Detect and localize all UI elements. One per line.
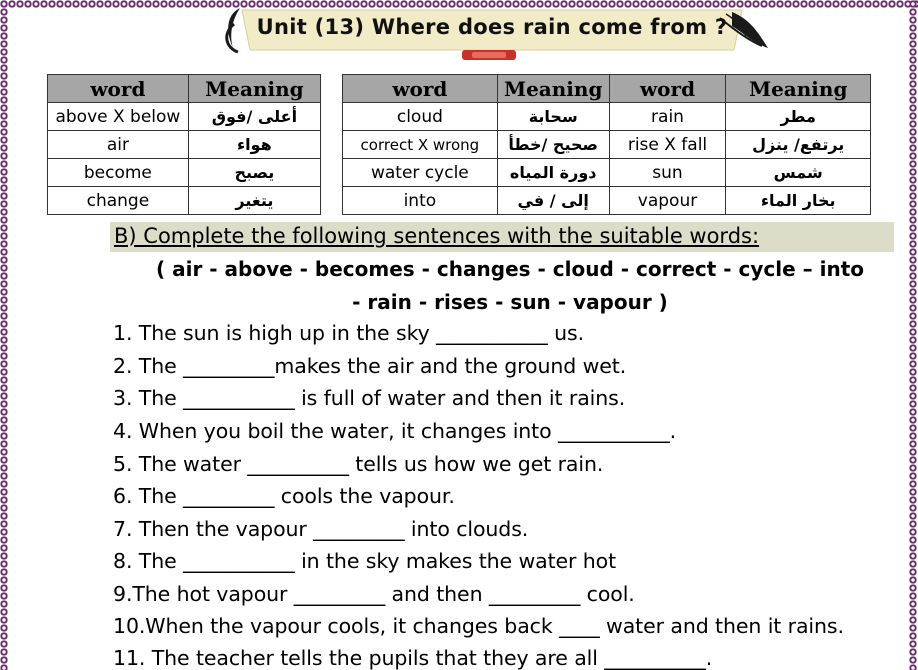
word-bank-line: - rain - rises - sun - vapour ) (352, 290, 668, 314)
vocab-meaning: صحيح /خطأ (497, 131, 609, 159)
table-row (48, 131, 321, 159)
vocab-word: vapour (609, 187, 726, 215)
exercise-sentence: 11. The teacher tells the pupils that they are all __________. (113, 646, 713, 670)
vocab-meaning: شمس (726, 159, 871, 187)
vocab-word: sun (609, 159, 726, 187)
vocab-meaning: يرتفع/ ينزل (726, 131, 871, 159)
vocab-meaning: أعلى /فوق (188, 103, 320, 131)
section-heading-text: B) Complete the following sentences with the suitable words: (114, 224, 760, 248)
exercise-sentence: 6. The _________ cools the vapour. (113, 484, 455, 508)
exercise-sentence: 7. Then the vapour _________ into clouds. (113, 517, 529, 541)
vocab-word: air (48, 131, 189, 159)
vocab-word: into (343, 187, 498, 215)
column-header-meaning: Meaning (726, 75, 871, 103)
table-row (343, 131, 871, 159)
exercise-sentence: 3. The ___________ is full of water and then it rains. (113, 386, 626, 410)
table-row (48, 103, 321, 131)
vocab-meaning: يصبح (188, 159, 320, 187)
vocab-word: rain (609, 103, 726, 131)
vocab-word: correct X wrong (343, 131, 498, 159)
vocab-word: above X below (48, 103, 189, 131)
column-header-word: word (609, 75, 726, 103)
table-row (48, 187, 321, 215)
word-bank-line: ( air - above - becomes - changes - cloud - correct - cycle – into (155, 257, 865, 281)
exercise-sentence: 8. The ___________ in the sky makes the water hot (113, 549, 617, 573)
table-header-row (343, 75, 871, 103)
vocabulary-table-left (47, 74, 321, 215)
vocab-meaning: مطر (726, 103, 871, 131)
vocab-word: water cycle (343, 159, 498, 187)
vocab-word: cloud (343, 103, 498, 131)
vocab-meaning: سحابة (497, 103, 609, 131)
column-header-meaning: Meaning (188, 75, 320, 103)
page-title: Unit (13) Where does rain come from ? (256, 15, 728, 39)
exercise-sentence: 5. The water __________ tells us how we get rain. (113, 452, 604, 476)
vocab-meaning: يتغير (188, 187, 320, 215)
vocab-word: become (48, 159, 189, 187)
vocab-meaning: بخار الماء (726, 187, 871, 215)
vocab-meaning: هواء (188, 131, 320, 159)
vocab-word: rise X fall (609, 131, 726, 159)
exercise-sentence: 9.The hot vapour _________ and then _________ cool. (113, 582, 635, 606)
table-header-row (48, 75, 321, 103)
column-header-meaning: Meaning (497, 75, 609, 103)
exercise-sentence: 4. When you boil the water, it changes into ___________. (113, 419, 677, 443)
vocab-word: change (48, 187, 189, 215)
column-header-word: word (343, 75, 498, 103)
exercise-sentence: 2. The _________makes the air and the ground wet. (113, 354, 627, 378)
vocab-meaning: إلى / في (497, 187, 609, 215)
table-row (48, 159, 321, 187)
exercise-sentence: 1. The sun is high up in the sky ___________ us. (113, 321, 585, 345)
exercise-sentence: 10.When the vapour cools, it changes back ____ water and then it rains. (113, 614, 844, 638)
title-banner (212, 6, 772, 62)
vocab-meaning: دورة المياه (497, 159, 609, 187)
section-heading (110, 222, 894, 252)
table-row (343, 103, 871, 131)
vocabulary-table-right (342, 74, 871, 215)
decorative-border-right (909, 0, 918, 670)
table-row (343, 187, 871, 215)
column-header-word: word (48, 75, 189, 103)
decorative-border-left (0, 0, 9, 670)
table-row (343, 159, 871, 187)
